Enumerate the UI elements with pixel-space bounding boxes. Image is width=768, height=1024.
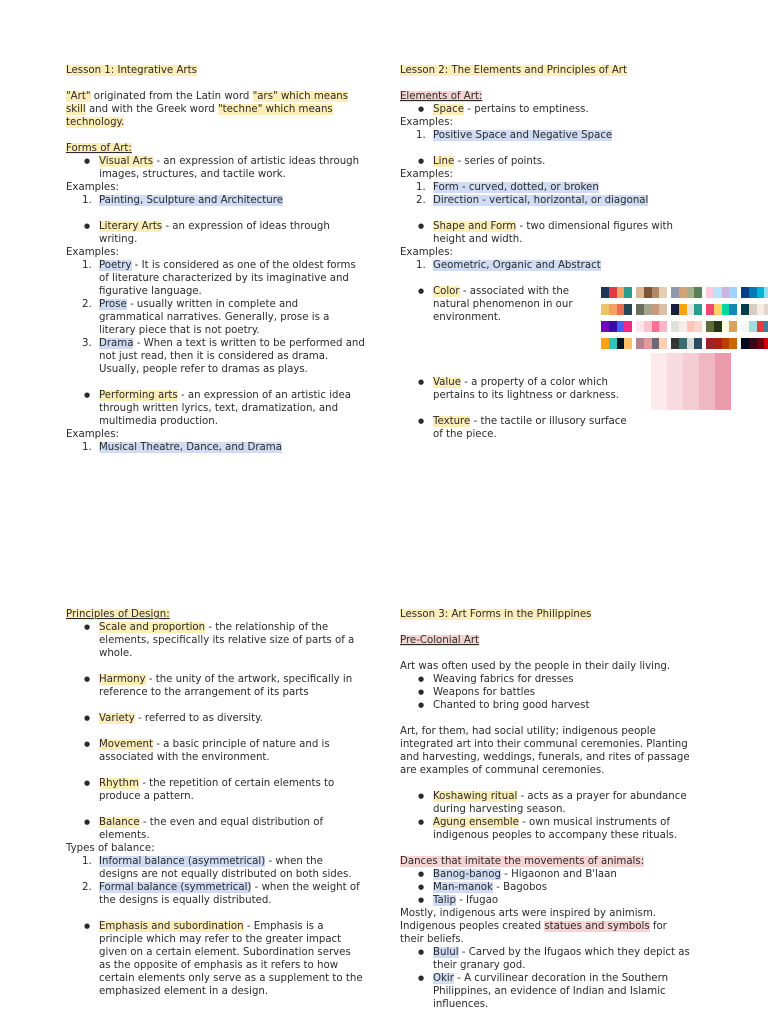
animism-text: their beliefs. — [400, 934, 464, 945]
movement-item: ● Movement - a basic principle of nature and is associated with the environment. — [66, 738, 376, 764]
balance-item: ● Balance - the even and equal distribution of elements. — [66, 816, 376, 842]
animism-text: Mostly, indigenous arts were inspired by animism. — [400, 908, 657, 919]
use-item: ● Chanted to bring good harvest — [400, 699, 730, 712]
line-example-1: 1. Form - curved, dotted, or broken — [416, 182, 599, 193]
okir-item: ● Okir - A curvilinear decoration in the Southern Philippines, an evidence of Indian and Islamic influences. — [400, 972, 730, 1011]
lesson1-title: Lesson 1: Integrative Arts — [66, 65, 197, 76]
value-gradient-image — [651, 353, 731, 410]
intro-line-3: technology. — [66, 117, 125, 128]
animism-text: Indigenous peoples created statues and symbols for — [400, 921, 667, 932]
dance-item: ● Banog-banog - Higaonon and B'laan — [400, 868, 730, 881]
agung-item: ● Agung ensemble - own musical instruments of indigenous peoples to accompany these rituals. — [400, 816, 730, 842]
dance-item: ● Man-manok - Bagobos — [400, 881, 730, 894]
poetry-item: 1. Poetry - It is considered as one of the oldest forms of literature characterized by its imaginative and figurative language. — [82, 260, 356, 297]
examples-label: Examples: — [66, 429, 119, 440]
performing-example: 1. Musical Theatre, Dance, and Drama — [82, 442, 282, 453]
visual-arts-item: ● Visual Arts - an expression of artistic ideas through images, structures, and tactile work. — [66, 155, 376, 181]
lesson2-section-lower — [400, 376, 640, 441]
social-utility-text: integrated art into their communal ceremonies. Planting — [400, 739, 688, 750]
principles-section — [66, 608, 376, 998]
space-example: 1. Positive Space and Negative Space — [416, 130, 613, 141]
social-utility-text: Art, for them, had social utility; indigenous people — [400, 726, 656, 737]
use-item: ● Weaving fabrics for dresses — [400, 673, 730, 686]
lesson2-section — [400, 64, 673, 324]
line-item: ● Line - series of points. — [400, 155, 600, 168]
line-example-2: 2. Direction - vertical, horizontal, or diagonal — [416, 195, 649, 206]
lesson3-title: Lesson 3: Art Forms in the Philippines — [400, 609, 592, 620]
emphasis-item: ● Emphasis and subordination - Emphasis is a principle which may refer to the greater impact given on a certain element. Subordination serves as the opposite of emphasis as it refers to how certain elements only serve as a supplement to the emphasized element in a design. — [66, 920, 376, 998]
literary-arts-item: ● Literary Arts - an expression of ideas through writing. — [66, 220, 376, 246]
dance-item: ● Talip - Ifugao — [400, 894, 730, 907]
visual-example: 1. Painting, Sculpture and Architecture — [82, 195, 283, 206]
examples-label: Examples: — [400, 117, 453, 128]
shape-example: 1. Geometric, Organic and Abstract — [416, 260, 601, 271]
types-of-balance-label: Types of balance: — [66, 843, 155, 854]
harmony-item: ● Harmony - the unity of the artwork, specifically in reference to the arrangement of its parts — [66, 673, 376, 699]
examples-label: Examples: — [66, 182, 119, 193]
social-utility-text: are examples of communal ceremonies. — [400, 765, 605, 776]
lesson3-section — [400, 608, 730, 1011]
examples-label: Examples: — [400, 247, 453, 258]
rhythm-item: ● Rhythm - the repetition of certain elements to produce a pattern. — [66, 777, 376, 803]
lesson2-title: Lesson 2: The Elements and Principles of Art — [400, 65, 627, 76]
use-item: ● Weapons for battles — [400, 686, 730, 699]
shape-form-item: ● Shape and Form - two dimensional figures with height and width. — [400, 220, 600, 246]
color-palette-image — [601, 287, 768, 355]
examples-label: Examples: — [66, 247, 119, 258]
texture-item: ● Texture - the tactile or illusory surface of the piece. — [400, 415, 640, 441]
formal-balance-item: 2. Formal balance (symmetrical) - when the weight of the designs is equally distributed. — [82, 882, 360, 906]
value-item: ● Value - a property of a color which pertains to its lightness or darkness. — [400, 376, 640, 402]
color-item: ● Color - associated with the natural phenomenon in our environment. — [400, 285, 600, 324]
informal-balance-item: 1. Informal balance (asymmetrical) - when the designs are not equally distributed on both sides. — [82, 856, 352, 880]
koshawing-item: ● Koshawing ritual - acts as a prayer for abundance during harvesting season. — [400, 790, 730, 816]
performing-arts-item: ● Performing arts - an expression of an artistic idea through written lyrics, text, dramatization, and multimedia production. — [66, 389, 376, 428]
examples-label: Examples: — [400, 169, 453, 180]
intro-line-2: skill and with the Greek word "techne" which means — [66, 104, 333, 115]
lesson1-section — [66, 64, 376, 454]
space-item: ● Space - pertains to emptiness. — [400, 103, 600, 116]
bulul-item: ● Bulul - Carved by the Ifugaos which they depict as their granary god. — [400, 946, 730, 972]
principles-heading: Principles of Design: — [66, 609, 170, 620]
daily-living-text: Art was often used by the people in their daily living. — [400, 661, 671, 672]
elements-heading: Elements of Art: — [400, 91, 483, 102]
social-utility-text: and harvesting, weddings, funerals, and rites of passage — [400, 752, 690, 763]
scale-item: ● Scale and proportion - the relationship of the elements, specifically its relative size of parts of a whole. — [66, 621, 376, 660]
drama-item: 3. Drama - When a text is written to be performed and not just read, then it is considered as drama. Usually, people refer to dramas as plays. — [82, 338, 365, 375]
variety-item: ● Variety - referred to as diversity. — [66, 712, 376, 725]
forms-of-art-heading: Forms of Art: — [66, 143, 132, 154]
prose-item: 2. Prose - usually written in complete and grammatical narratives. Generally, prose is a literary piece that is not poetry. — [82, 299, 330, 336]
dances-heading: Dances that imitate the movements of animals: — [400, 856, 645, 867]
precolonial-heading: Pre-Colonial Art — [400, 635, 480, 646]
intro-line-1: "Art" originated from the Latin word "ars" which means — [66, 91, 349, 102]
